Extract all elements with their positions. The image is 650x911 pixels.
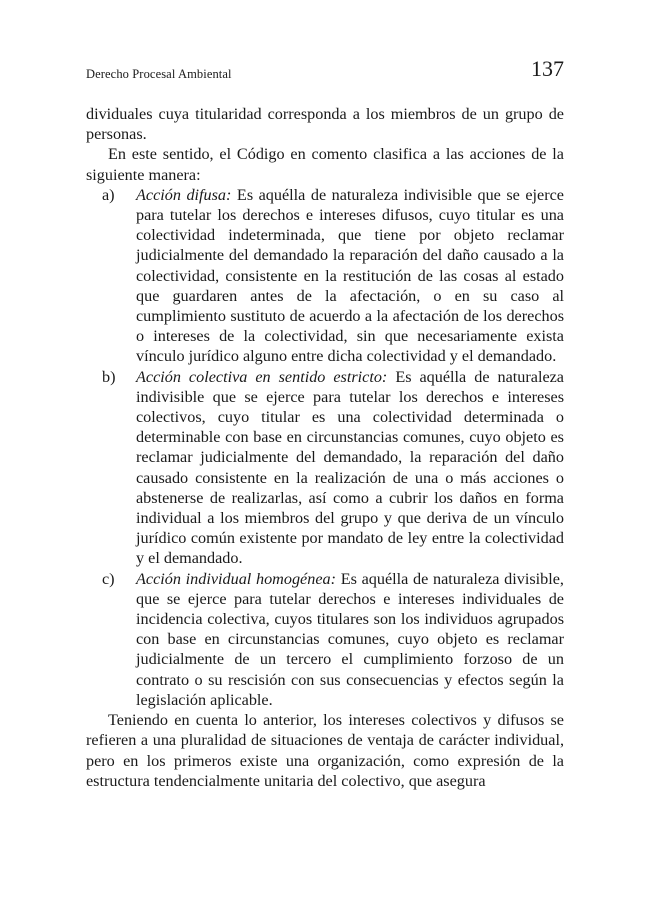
paragraph-intro: En este sentido, el Código en comento clasifica a las acciones de la siguiente manera: bbox=[86, 145, 564, 184]
paragraph-continuation: dividuales cuya titularidad corresponda a los miembros de un grupo de personas. bbox=[86, 105, 564, 144]
actions-list bbox=[86, 185, 564, 710]
list-item-body bbox=[136, 569, 564, 710]
list-item-body bbox=[136, 185, 564, 367]
body-text bbox=[86, 104, 564, 791]
list-marker: c) bbox=[102, 569, 115, 588]
list-item-body bbox=[136, 367, 564, 569]
list-item-accion-colectiva bbox=[86, 367, 564, 569]
list-item-accion-individual bbox=[86, 569, 564, 710]
list-marker: a) bbox=[102, 185, 115, 204]
page-number: 137 bbox=[531, 56, 564, 81]
defined-term: Acción colectiva en sentido estricto: bbox=[136, 367, 388, 386]
book-page bbox=[86, 0, 564, 911]
list-marker: b) bbox=[102, 367, 116, 386]
running-header bbox=[86, 56, 564, 84]
list-item-accion-difusa bbox=[86, 185, 564, 367]
definition-text: Es aquélla de naturaleza indivisible que se ejerce para tutelar los derechos e intereses difusos, cuyo titular es una colectividad indeterminada, que tiene por objeto reclamar judicialmente del demandado la reparación del daño causado a la colectividad, consistente en la restitución de las cosas al estado que guardaren antes de la afectación, o en su caso al cumplimiento sustituto de acuerdo a la afectación de los derechos o intereses de la colectividad, sin que necesariamente exista vínculo jurídico alguno entre dicha colectividad y el demandado. bbox=[136, 185, 564, 366]
definition-text: Es aquélla de naturaleza divisible, que se ejerce para tutelar derechos e intereses individuales de incidencia colectiva, cuyos titulares son los individuos agrupados con base en circunstancias comunes, cuyo objeto es reclamar judicialmente de un tercero el cumplimiento forzoso de un contrato o su rescisión con sus consecuencias y efectos según la legislación aplicable. bbox=[136, 569, 564, 709]
definition-text: Es aquélla de naturaleza indivisible que se ejerce para tutelar los derechos e intereses colectivos, cuyo titular es una colectividad determinada o determinable con base en circunstancias comunes, cuyo objeto es reclamar judicialmente del demandado, la reparación del daño causado consistente en la realización de una o más acciones o abstenerse de realizarlas, así como a cubrir los daños en forma individual a los miembros del grupo y que deriva de un vínculo jurídico común existente por mandato de ley entre la colectividad y el demandado. bbox=[136, 367, 564, 568]
running-title: Derecho Procesal Ambiental bbox=[86, 67, 232, 81]
defined-term: Acción difusa: bbox=[136, 185, 232, 204]
defined-term: Acción individual homogénea: bbox=[136, 569, 336, 588]
paragraph-conclusion: Teniendo en cuenta lo anterior, los intereses colectivos y difusos se refieren a una pluralidad de situaciones de ventaja de carácter individual, pero en los primeros existe una organización, como expresión de la estructura tendencialmente unitaria del colectivo, que asegura bbox=[86, 711, 564, 790]
